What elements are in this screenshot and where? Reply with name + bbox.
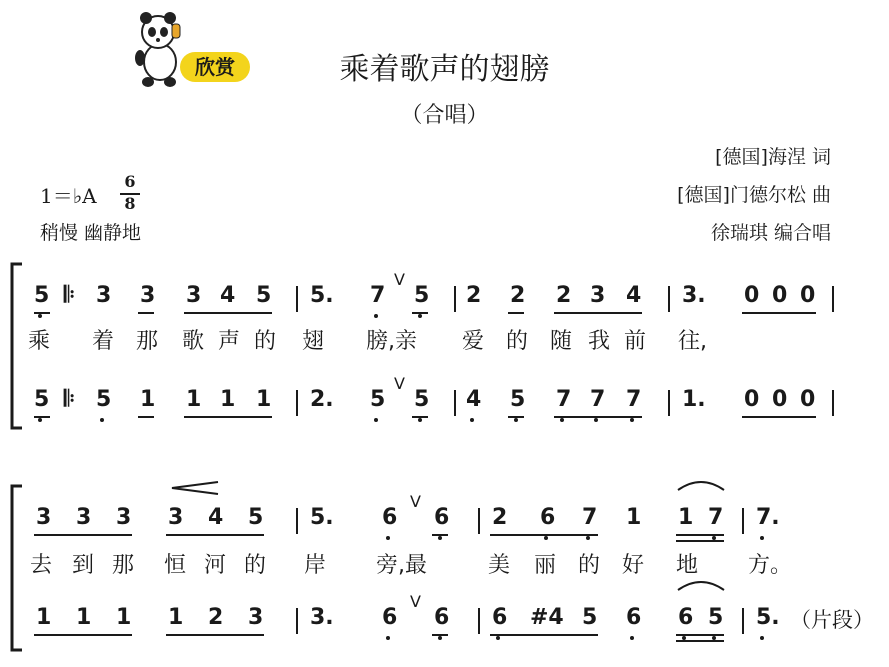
beam: [508, 312, 524, 314]
staff-row: [0, 270, 889, 322]
lyric: 乘: [28, 329, 51, 354]
bar-line: [454, 390, 456, 416]
song-title: 乘着歌声的翅膀: [339, 52, 550, 87]
low-octave-dot: [38, 314, 42, 318]
note: 0: [772, 283, 788, 308]
lyric: 地: [676, 553, 699, 578]
lyric: 那: [136, 329, 159, 354]
bar-line: [742, 508, 744, 534]
repeat-sign: 𝄆: [64, 283, 75, 308]
low-octave-dot: [496, 636, 500, 640]
note: 2.: [310, 387, 334, 412]
note: 7: [370, 283, 386, 308]
note: 2: [510, 283, 526, 308]
breath-mark: V: [410, 592, 421, 611]
note: 5: [370, 387, 386, 412]
beam: [742, 312, 816, 314]
low-octave-dot: [560, 418, 564, 422]
low-octave-dot: [386, 536, 390, 540]
note: 5: [414, 283, 430, 308]
note: 7: [590, 387, 606, 412]
lyric: 的: [254, 329, 277, 354]
note: 3: [186, 283, 202, 308]
beam: [554, 312, 642, 314]
lyricist-credit: [德国]海涅 词: [715, 146, 831, 168]
lyric: 爱: [462, 329, 485, 354]
note: 3: [248, 605, 264, 630]
beam: [490, 534, 598, 536]
note: 1: [36, 605, 52, 630]
beam: [432, 534, 448, 536]
beam: [166, 634, 264, 636]
staff-row: [0, 492, 889, 544]
note: 4: [220, 283, 236, 308]
note: 0: [800, 387, 816, 412]
note: #4: [530, 605, 564, 630]
lyric: 到: [72, 553, 95, 578]
beam: [742, 416, 816, 418]
note: 6: [492, 605, 508, 630]
note: 1: [678, 505, 694, 530]
low-octave-dot: [586, 536, 590, 540]
low-octave-dot: [418, 314, 422, 318]
beam: [184, 312, 272, 314]
lyrics-row: [0, 324, 889, 356]
lyric: 的: [244, 553, 267, 578]
note: 7.: [756, 505, 780, 530]
note: 1: [140, 387, 156, 412]
note: 5: [248, 505, 264, 530]
lyric: 去: [30, 553, 53, 578]
low-octave-dot: [100, 418, 104, 422]
note: 1.: [682, 387, 706, 412]
beam: [34, 416, 50, 418]
bar-line: [832, 390, 834, 416]
song-subtitle: （合唱）: [400, 103, 489, 128]
note: 6: [678, 605, 694, 630]
tempo-marking: 稍慢 幽静地: [40, 222, 142, 244]
key-signature: 1＝♭A: [40, 184, 97, 208]
note: 1: [116, 605, 132, 630]
bar-line: [454, 286, 456, 312]
note: 1: [626, 505, 642, 530]
note: 3: [168, 505, 184, 530]
beam: [508, 416, 524, 418]
beam: [138, 416, 154, 418]
low-octave-dot: [438, 636, 442, 640]
beam: [676, 640, 724, 642]
lyric: 往,: [678, 329, 707, 354]
note: 5.: [310, 505, 334, 530]
breath-mark: V: [410, 492, 421, 511]
lyric: 歌: [182, 329, 205, 354]
low-octave-dot: [760, 536, 764, 540]
lyric: 前: [624, 329, 647, 354]
low-octave-dot: [38, 418, 42, 422]
note: 5: [34, 283, 50, 308]
beam: [676, 534, 724, 536]
note: 1: [186, 387, 202, 412]
lyric: 好: [622, 553, 645, 578]
bar-line: [296, 508, 298, 534]
staff-row: [0, 374, 889, 426]
note: 3.: [310, 605, 334, 630]
beam: [554, 416, 642, 418]
note: 1: [76, 605, 92, 630]
beam: [412, 416, 428, 418]
low-octave-dot: [594, 418, 598, 422]
beam: [34, 534, 132, 536]
bar-line: [478, 508, 480, 534]
beam: [676, 634, 724, 636]
note: 6: [540, 505, 556, 530]
note: 7: [582, 505, 598, 530]
composer-credit: [德国]门德尔松 曲: [677, 184, 831, 206]
excerpt-note: （片段）: [790, 608, 874, 632]
note: 6: [434, 605, 450, 630]
bar-line: [296, 286, 298, 312]
note: 3: [140, 283, 156, 308]
note: 0: [800, 283, 816, 308]
note: 2: [492, 505, 508, 530]
note: 3: [36, 505, 52, 530]
crescendo-mark: [170, 480, 220, 496]
beam: [490, 634, 598, 636]
repeat-sign: 𝄆: [64, 387, 75, 412]
time-signature-denominator: 8: [124, 194, 136, 213]
bar-line: [296, 390, 298, 416]
low-octave-dot: [386, 636, 390, 640]
note: 0: [744, 283, 760, 308]
low-octave-dot: [514, 418, 518, 422]
bar-line: [832, 286, 834, 312]
lyric: 美: [488, 553, 511, 578]
note: 3: [590, 283, 606, 308]
lyric: 声: [218, 329, 241, 354]
note: 5: [708, 605, 724, 630]
low-octave-dot: [544, 536, 548, 540]
bar-line: [742, 608, 744, 634]
tie-slur: [676, 578, 726, 592]
note: 0: [744, 387, 760, 412]
breath-mark: V: [394, 374, 405, 393]
note: 5: [510, 387, 526, 412]
appreciation-badge: 欣赏: [180, 52, 250, 82]
low-octave-dot: [438, 536, 442, 540]
low-octave-dot: [374, 314, 378, 318]
note: 5.: [310, 283, 334, 308]
note: 4: [466, 387, 482, 412]
note: 3: [76, 505, 92, 530]
note: 2: [208, 605, 224, 630]
note: 3: [116, 505, 132, 530]
lyric: 的: [578, 553, 601, 578]
note: 1: [168, 605, 184, 630]
note: 5: [96, 387, 112, 412]
note: 2: [466, 283, 482, 308]
arranger-credit: 徐瑞琪 编合唱: [710, 222, 831, 244]
note: 3.: [682, 283, 706, 308]
low-octave-dot: [630, 418, 634, 422]
note: 6: [626, 605, 642, 630]
note: 7: [708, 505, 724, 530]
tie-slur: [676, 478, 726, 492]
low-octave-dot: [418, 418, 422, 422]
note: 5: [34, 387, 50, 412]
breath-mark: V: [394, 270, 405, 289]
note: 5.: [756, 605, 780, 630]
lyric: 随: [550, 329, 573, 354]
note: 5: [256, 283, 272, 308]
note: 4: [626, 283, 642, 308]
bar-line: [296, 608, 298, 634]
time-signature-numerator: 6: [124, 172, 136, 191]
lyric: 丽: [534, 553, 557, 578]
beam: [34, 634, 132, 636]
beam: [432, 634, 448, 636]
low-octave-dot: [760, 636, 764, 640]
lyric: 膀,亲: [366, 329, 417, 354]
lyrics-row: [0, 548, 889, 580]
note: 6: [434, 505, 450, 530]
note: 1: [220, 387, 236, 412]
lyric: 的: [506, 329, 529, 354]
lyric: 河: [204, 553, 227, 578]
bar-line: [668, 390, 670, 416]
beam: [138, 312, 154, 314]
note: 6: [382, 505, 398, 530]
note: 3: [96, 283, 112, 308]
note: 6: [382, 605, 398, 630]
note: 7: [626, 387, 642, 412]
beam: [166, 534, 264, 536]
lyric: 方。: [748, 553, 793, 578]
beam: [34, 312, 50, 314]
lyric: 那: [112, 553, 135, 578]
note: 2: [556, 283, 572, 308]
low-octave-dot: [374, 418, 378, 422]
staff-row: [0, 592, 889, 644]
lyric: 岸: [304, 553, 327, 578]
beam: [412, 312, 428, 314]
beam: [676, 540, 724, 542]
lyric: 恒: [164, 553, 187, 578]
low-octave-dot: [470, 418, 474, 422]
bar-line: [478, 608, 480, 634]
low-octave-dot: [630, 636, 634, 640]
note: 1: [256, 387, 272, 412]
note: 4: [208, 505, 224, 530]
note: 5: [414, 387, 430, 412]
note: 0: [772, 387, 788, 412]
lyric: 我: [588, 329, 611, 354]
note: 5: [582, 605, 598, 630]
bar-line: [668, 286, 670, 312]
lyric: 旁,最: [376, 553, 427, 578]
lyric: 着: [92, 329, 115, 354]
beam: [184, 416, 272, 418]
note: 7: [556, 387, 572, 412]
lyric: 翅: [302, 329, 325, 354]
